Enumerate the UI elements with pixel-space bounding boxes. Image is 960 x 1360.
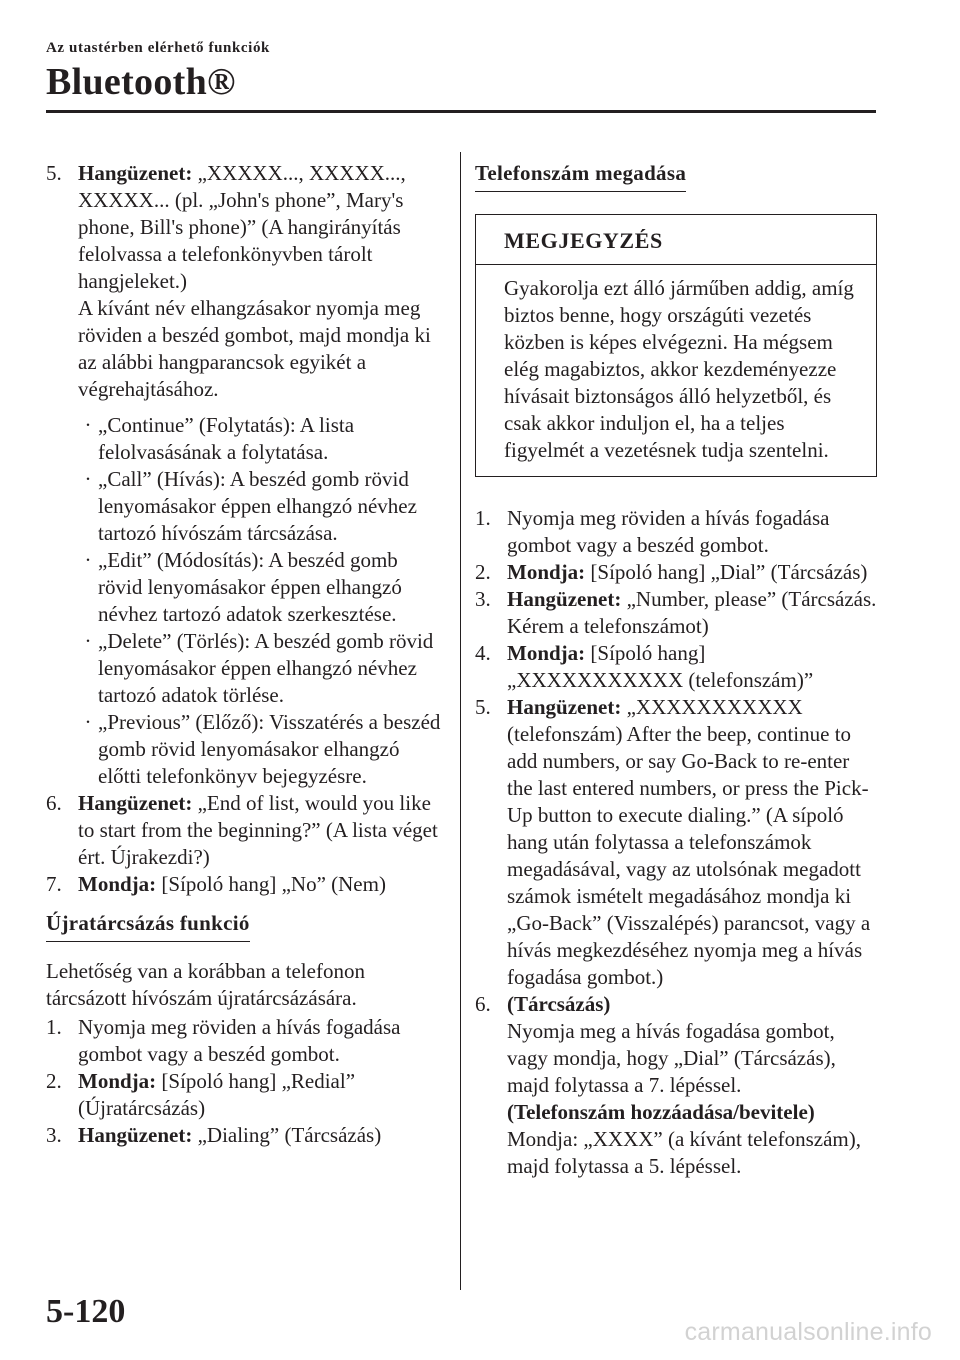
item-lead-secondary: (Telefonszám hozzáadása/bevitele)	[507, 1100, 815, 1124]
item-text-main: „Number, please” (Tárcsázás. Kérem a telefonszámot)	[507, 587, 877, 638]
item-lead: Hangüzenet:	[78, 161, 193, 185]
bullet-text: „Delete” (Törlés): A beszéd gomb rövid lenyomásakor éppen elhangzó névhez tartozó adatok törlése.	[98, 629, 434, 707]
item-body	[78, 871, 446, 898]
item-number: 7.	[46, 872, 62, 896]
section-label: Az utastérben elérhető funkciók	[46, 40, 270, 56]
item-lead: Mondja:	[78, 872, 157, 896]
column-divider	[460, 152, 461, 1290]
list-item	[475, 559, 877, 586]
item-number: 5.	[46, 161, 62, 185]
voice-command-list	[46, 412, 446, 790]
item-body	[78, 1014, 446, 1068]
list-item	[78, 412, 446, 466]
phone-number-heading: Telefonszám megadása	[475, 160, 686, 192]
item-text-main: Nyomja meg röviden a hívás fogadása gombot vagy a beszéd gombot.	[78, 1015, 401, 1066]
list-item	[46, 871, 446, 898]
bullet-dot: ·	[84, 548, 92, 572]
watermark: carmanualsonline.info	[684, 1318, 932, 1346]
list-item	[46, 160, 446, 403]
item-number: 5.	[475, 695, 491, 719]
header-rule	[46, 110, 876, 113]
item-lead: Hangüzenet:	[78, 791, 193, 815]
item-text-main: Nyomja meg a hívás fogadása gombot, vagy mondja, hogy „Dial” (Tárcsázás), majd folytassa a 7. lépéssel.	[507, 1019, 836, 1097]
right-column	[475, 160, 877, 1180]
item-body	[507, 640, 877, 694]
item-text-main: [Sípoló hang] „No” (Nem)	[156, 872, 386, 896]
item-number: 2.	[475, 560, 491, 584]
item-body	[507, 559, 877, 586]
item-lead: Hangüzenet:	[78, 1123, 193, 1147]
item-body	[507, 991, 877, 1180]
item-number: 2.	[46, 1069, 62, 1093]
bullet-text: „Continue” (Folytatás): A lista felolvasásának a folytatása.	[98, 413, 355, 464]
list-item	[46, 1068, 446, 1122]
item-body	[507, 694, 877, 991]
item-body	[78, 160, 446, 403]
item-text-main: [Sípoló hang] „Dial” (Tárcsázás)	[585, 560, 868, 584]
item-text-main: „XXXXXXXXXXX (telefonszám) After the beep, continue to add numbers, or say Go-Back to re-enter the last entered numbers, or press the Pick-Up button to execute dialing.” (A sípoló hang után folytassa a telefonszámok megadásával, vagy az utolsónak megadott számok ismételt megadásához mondja ki „Go-Back” (Visszalépés) parancsot, vagy a hívás megkezdéséhez nyomja meg a hívás fogadása gombot.)	[507, 695, 871, 989]
list-item	[475, 586, 877, 640]
item-text-secondary: A kívánt név elhangzásakor nyomja meg röviden a beszéd gombot, majd mondja ki az alábbi hangparancsok egyikét a végrehajtásához.	[78, 296, 431, 401]
list-item	[46, 1014, 446, 1068]
item-text-main: „Dialing” (Tárcsázás)	[192, 1123, 382, 1147]
item-number: 1.	[46, 1015, 62, 1039]
item-lead: (Tárcsázás)	[507, 992, 611, 1016]
bullet-dot: ·	[84, 467, 92, 491]
chapter-title: Bluetooth®	[46, 61, 236, 103]
item-lead: Hangüzenet:	[507, 695, 622, 719]
note-title: MEGJEGYZÉS	[476, 215, 876, 265]
list-item	[475, 505, 877, 559]
item-number: 6.	[475, 992, 491, 1016]
bullet-dot: ·	[84, 710, 92, 734]
list-item	[78, 547, 446, 628]
list-item	[46, 1122, 446, 1149]
item-lead: Hangüzenet:	[507, 587, 622, 611]
item-text-main: [Sípoló hang] „XXXXXXXXXXX (telefonszám)”	[507, 641, 814, 692]
note-box	[475, 214, 877, 477]
item-text-secondary: Mondja: „XXXX” (a kívánt telefonszám), majd folytassa a 5. lépéssel.	[507, 1127, 861, 1178]
item-number: 3.	[475, 587, 491, 611]
redial-intro: Lehetőség van a korábban a telefonon tárcsázott hívószám újratárcsázására.	[46, 959, 365, 1010]
item-lead: Mondja:	[78, 1069, 157, 1093]
item-body	[78, 1068, 446, 1122]
list-item	[46, 790, 446, 871]
list-item	[475, 694, 877, 991]
redial-heading: Újratárcsázás funkció	[46, 910, 250, 942]
item-text-main: „End of list, would you like to start from the beginning?” (A lista véget ért. Újrakezdi?)	[78, 791, 438, 869]
bullet-dot: ·	[84, 629, 92, 653]
item-number: 4.	[475, 641, 491, 665]
list-item	[475, 640, 877, 694]
bullet-text: „Edit” (Módosítás): A beszéd gomb rövid lenyomásakor éppen elhangzó névhez tartozó adatok szerkesztése.	[98, 548, 402, 626]
list-item	[78, 628, 446, 709]
item-text-main: [Sípoló hang] „Redial” (Újratárcsázás)	[78, 1069, 356, 1120]
item-number: 3.	[46, 1123, 62, 1147]
list-item	[475, 991, 877, 1180]
item-body	[78, 790, 446, 871]
bullet-text: „Previous” (Előző): Visszatérés a beszéd gomb rövid lenyomásakor elhangzó előtti telefonkönyv bejegyzésre.	[98, 710, 441, 788]
item-body	[507, 505, 877, 559]
bullet-dot: ·	[84, 413, 92, 437]
item-text	[78, 160, 446, 295]
item-body	[78, 1122, 446, 1149]
left-column	[46, 160, 446, 1149]
item-text-main: Nyomja meg röviden a hívás fogadása gombot vagy a beszéd gombot.	[507, 506, 830, 557]
list-item	[78, 709, 446, 790]
bullet-text: „Call” (Hívás): A beszéd gomb rövid lenyomásakor éppen elhangzó névhez tartozó hívószám tárcsázása.	[98, 467, 417, 545]
item-lead: Mondja:	[507, 641, 586, 665]
page-number: 5-120	[46, 1293, 126, 1330]
list-item	[78, 466, 446, 547]
note-body: Gyakorolja ezt álló járműben addig, amíg biztos benne, hogy országúti vezetés közben is képes elvégezni. Ha mégsem elég magabiztos, akkor kezdeményezze hívásait biztonságos álló helyzetből, és csak akkor induljon el, ha a teljes figyelmét a vezetésnek tudja szentelni.	[504, 276, 854, 462]
item-lead: Mondja:	[507, 560, 586, 584]
item-number: 1.	[475, 506, 491, 530]
item-number: 6.	[46, 791, 62, 815]
item-text-main: „XXXXX..., XXXXX..., XXXXX... (pl. „John's phone”, Mary's phone, Bill's phone)” (A hangirányítás felolvassa a telefonkönyvben tárolt hangjeleket.)	[78, 161, 406, 293]
item-body	[507, 586, 877, 640]
